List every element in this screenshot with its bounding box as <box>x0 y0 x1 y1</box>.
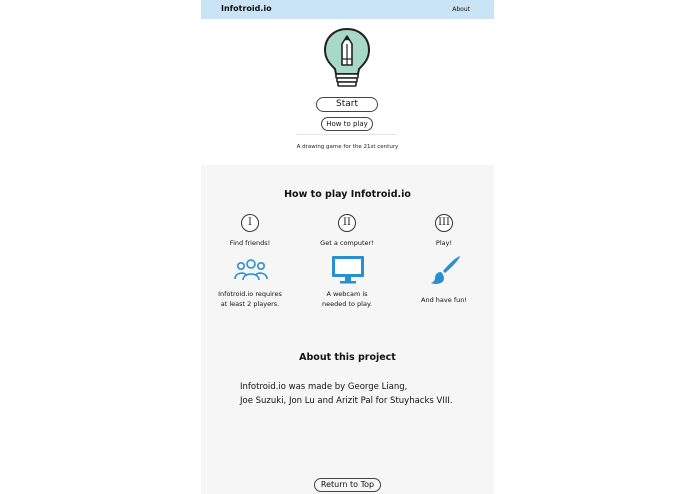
start-button[interactable]: Start <box>316 97 378 112</box>
step-description: Infotroid.io requires at least 2 players. <box>218 290 282 308</box>
about-title: About this project <box>299 352 396 363</box>
about-link[interactable]: About <box>452 6 470 13</box>
tagline: A drawing game for the 21st century <box>296 144 399 150</box>
paintbrush-icon <box>430 254 462 286</box>
monitor-icon <box>331 255 365 284</box>
return-to-top-button[interactable]: Return to Top <box>314 478 381 492</box>
step-numeral: III <box>435 214 453 232</box>
step-description: And have fun! <box>421 296 467 304</box>
divider <box>297 134 397 135</box>
step-title: Play! <box>435 239 453 247</box>
step-title: Find friends! <box>229 239 271 247</box>
navbar <box>201 0 494 19</box>
hero-section <box>201 19 494 165</box>
lightbulb-pencil-icon <box>322 27 372 89</box>
step-numeral: I <box>241 214 259 232</box>
people-icon <box>234 258 268 282</box>
about-text: Infotroid.io was made by George Liang, Joe Suzuki, Jon Lu and Arizit Pal for Stuyhacks VIII. <box>240 382 453 406</box>
step-description: A webcam is needed to play. <box>322 290 372 308</box>
step-numeral: II <box>338 214 356 232</box>
page-container <box>201 0 494 494</box>
step-title: Get a computer! <box>320 239 374 247</box>
how-to-play-title: How to play Infotroid.io <box>284 189 411 200</box>
brand-link[interactable]: Infotroid.io <box>221 4 272 13</box>
how-to-play-button[interactable]: How to play <box>321 117 373 131</box>
